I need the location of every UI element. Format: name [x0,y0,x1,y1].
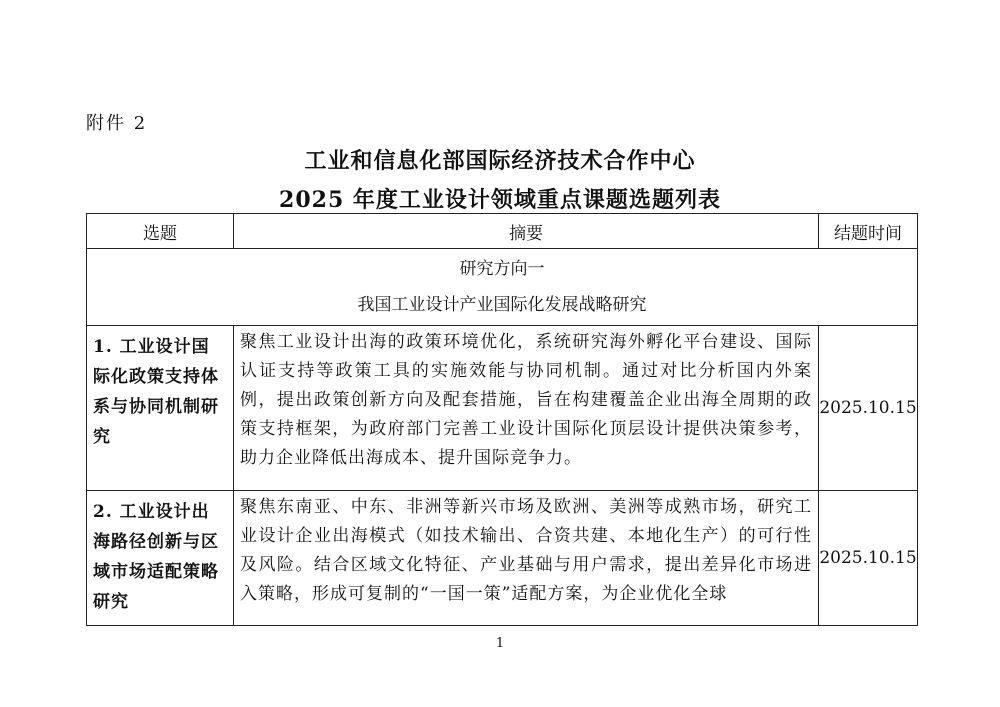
research-direction-cell [87,249,918,326]
table-header-row [87,214,918,249]
table-row [87,326,918,491]
date-cell: 2025.10.15 [819,491,918,626]
topics-table [86,213,918,626]
summary-cell: 聚焦工业设计出海的政策环境优化，系统研究海外孵化平台建设、国际认证支持等政策工具的实施效能与协同机制。通过对比分析国内外案例，提出政策创新方向及配套措施，旨在构建覆盖企业出海全周期的政策支持框架，为政府部门完善工业设计国际化顶层设计提供决策参考，助力企业降低出海成本、提升国际竞争力。 [234,326,819,491]
direction-row [87,249,918,326]
topic-cell: 1. 工业设计国际化政策支持体系与协同机制研究 [87,326,234,491]
attachment-label: 附件 2 [86,113,148,134]
document-title-line-2: 2025 年度工业设计领域重点课题选题列表 [279,187,721,213]
research-direction-name: 我国工业设计产业国际化发展战略研究 [357,295,647,315]
header-completion-date: 结题时间 [819,214,918,249]
summary-cell: 聚焦东南亚、中东、非洲等新兴市场及欧洲、美洲等成熟市场，研究工业设计企业出海模式（如技术输出、合资共建、本地化生产）的可行性及风险。结合区域文化特征、产业基础与用户需求，提出差异化市场进入策略，形成可复制的“一国一策”适配方案，为企业优化全球 [234,491,819,626]
document-title-line-1: 工业和信息化部国际经济技术合作中心 [304,148,696,174]
page-number: 1 [495,636,505,651]
table-row [87,491,918,626]
topic-cell: 2. 工业设计出海路径创新与区域市场适配策略研究 [87,491,234,626]
header-summary: 摘要 [234,214,819,249]
date-cell: 2025.10.15 [819,326,918,491]
header-topic: 选题 [87,214,234,249]
research-direction-label: 研究方向一 [459,259,545,279]
